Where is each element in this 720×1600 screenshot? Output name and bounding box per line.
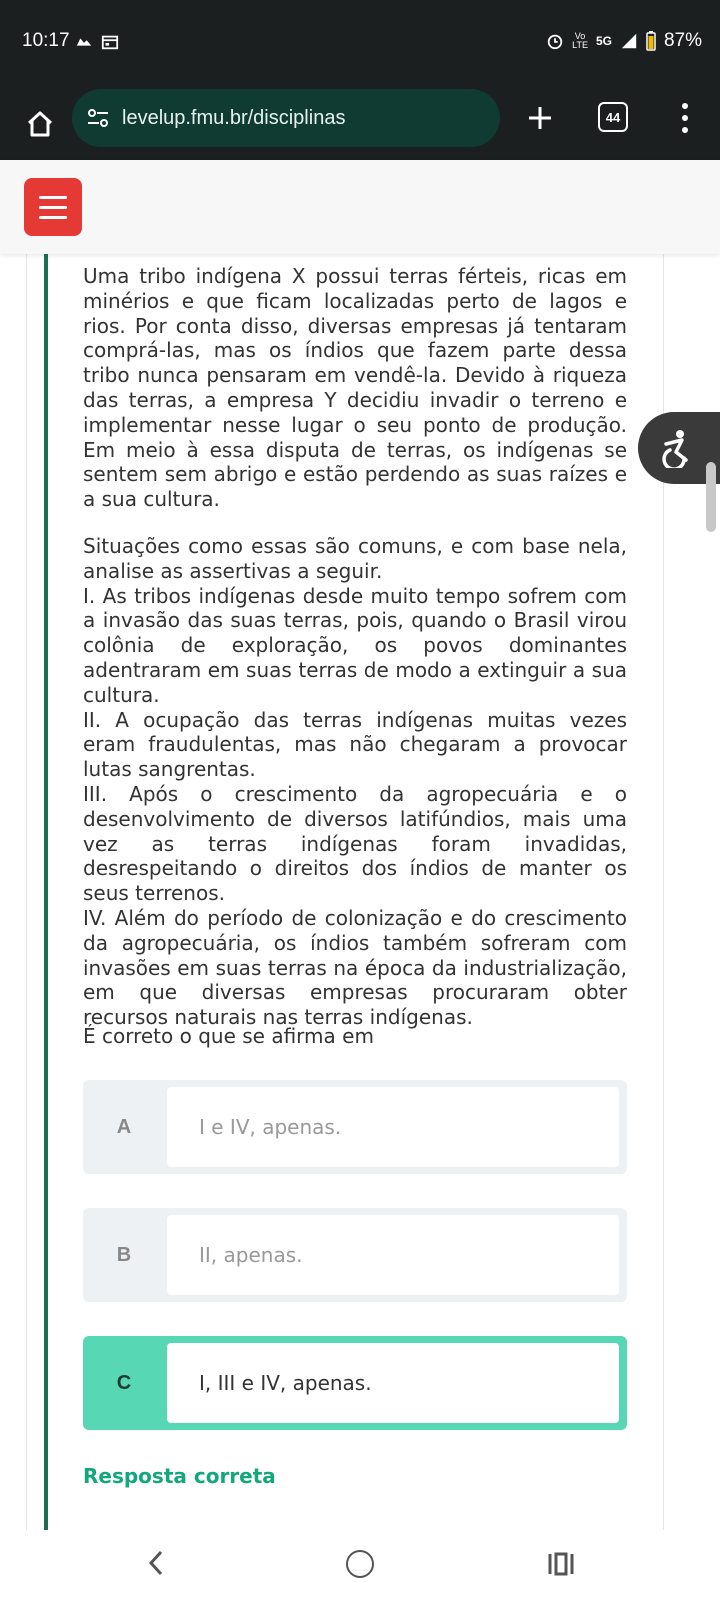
assertion-2: II. A ocupação das terras indígenas muitas vezes eram fraudulentas, mas não chegaram a provocar lutas sangrentas. — [83, 707, 627, 782]
system-nav-bar — [0, 1530, 720, 1600]
menu-line — [39, 196, 67, 199]
assertion-3: III. Após o crescimento da agropecuária e o desenvolvimento de diversos latifúndios, mais uma vez as terras indígenas foram invadidas, desrespeitando o direitos dos índios de manter os seus terrenos. — [83, 781, 627, 906]
question-assertions — [83, 534, 627, 1030]
home-icon — [25, 109, 55, 139]
question-accent-bar — [44, 254, 48, 1530]
status-bar — [0, 0, 720, 88]
option-letter: A — [116, 1115, 132, 1138]
address-bar[interactable] — [72, 89, 500, 147]
plus-icon — [527, 105, 553, 131]
tab-switcher-button[interactable]: 44 — [598, 102, 628, 132]
option-text: I, III e IV, apenas. — [167, 1343, 619, 1423]
assertion-4: IV. Além do período de colonização e do crescimento da agropecuária, os índios também sofreram com invasões em suas terras na época da industrialização, em que diversas empresas procuraram obter recursos naturais nas terras indígenas. — [83, 905, 627, 1030]
calendar-icon — [101, 33, 119, 51]
alarm-icon — [546, 32, 564, 50]
option-a[interactable] — [83, 1080, 627, 1174]
option-text: II, apenas. — [167, 1215, 619, 1295]
browser-menu-button[interactable] — [670, 98, 700, 138]
option-b[interactable] — [83, 1208, 627, 1302]
status-right-icons — [546, 30, 702, 52]
option-c[interactable] — [83, 1336, 627, 1430]
dot-icon — [682, 115, 688, 121]
correct-answer-label: Resposta correta — [83, 1464, 276, 1488]
dot-icon — [682, 127, 688, 133]
site-header — [0, 160, 720, 254]
battery-percent: 87% — [663, 30, 702, 51]
accessibility-icon — [656, 428, 696, 468]
browser-toolbar — [0, 88, 720, 160]
hamburger-menu-button[interactable] — [24, 178, 82, 236]
cloud-icon — [75, 33, 93, 51]
status-time: 10:17 — [22, 30, 70, 51]
assertions-intro: Situações como essas são comuns, e com base nela, analise as assertivas a seguir. — [83, 534, 627, 583]
menu-line — [39, 206, 67, 209]
recent-apps-icon[interactable] — [548, 1550, 574, 1578]
option-letter: C — [116, 1371, 132, 1394]
home-button[interactable] — [18, 102, 62, 146]
scrollbar-thumb[interactable] — [706, 462, 716, 532]
question-paragraph — [83, 264, 627, 512]
site-settings-icon[interactable] — [86, 106, 110, 130]
question-content — [0, 254, 720, 1530]
signal-icon — [620, 32, 638, 50]
new-tab-button[interactable] — [520, 98, 560, 138]
assertion-1: I. As tribos indígenas desde muito tempo sofrem com a invasão das suas terras, pois, quando o Brasil virou colônia de exploração, os povos dominantes adentraram em suas terras de modo a extinguir a sua cultura. — [83, 583, 627, 707]
status-left-icons — [75, 33, 119, 51]
network-type: 5G — [595, 34, 612, 48]
option-letter: B — [116, 1243, 132, 1266]
back-icon[interactable] — [145, 1548, 169, 1578]
option-text: I e IV, apenas. — [167, 1087, 619, 1167]
url-text: levelup.fmu.br/disciplinas — [122, 106, 346, 129]
battery-icon — [646, 31, 656, 51]
menu-line — [39, 216, 67, 219]
dot-icon — [682, 103, 688, 109]
question-prompt: É correto o que se afirma em — [83, 1024, 374, 1048]
home-nav-button[interactable] — [346, 1550, 374, 1578]
question-context: Uma tribo indígena X possui terras férteis, ricas em minérios e que ficam localizadas perto de lagos e rios. Por conta disso, diversas empresas já tentaram comprá-las, mas os índios que fazem parte dessa tribo nunca pensaram em vendê-la. Devido à riqueza das terras, a empresa Y decidiu invadir o terreno e implementar nesse lugar o seu ponto de produção. Em meio à essa disputa de terras, os indígenas se sentem sem abrigo e estão perdendo as suas raízes e a sua cultura. — [83, 264, 627, 512]
volte-icon: Vo LTE — [572, 31, 588, 50]
